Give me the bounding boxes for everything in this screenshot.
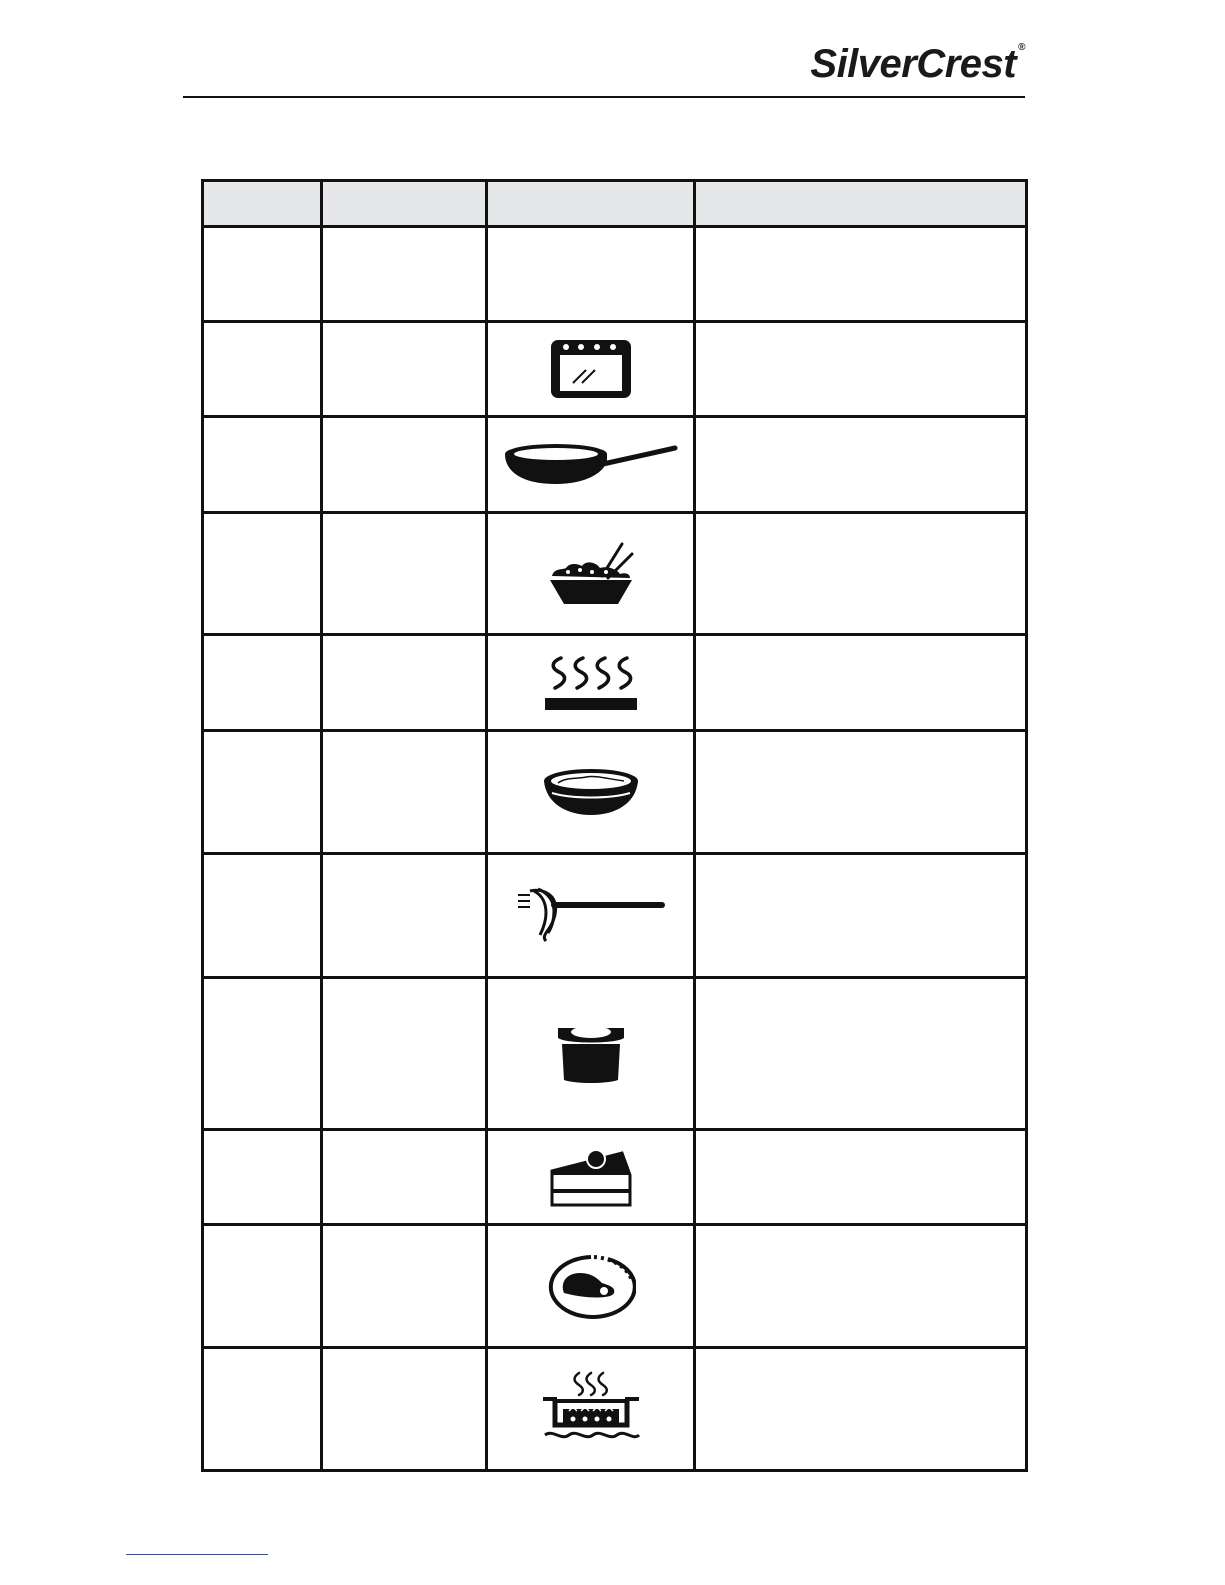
row-description (695, 1130, 1027, 1225)
table-row (203, 1130, 1027, 1225)
row-mode-name (322, 417, 487, 513)
row-mode-name (322, 227, 487, 322)
row-mode-name (322, 635, 487, 731)
pasta-fork-icon (516, 887, 666, 945)
row-mode-name (322, 1130, 487, 1225)
row-mode-name (322, 1225, 487, 1348)
row-mode-name (322, 978, 487, 1130)
row-description (695, 1348, 1027, 1471)
row-number (203, 635, 322, 731)
row-number (203, 978, 322, 1130)
row-icon-cell (487, 635, 695, 731)
row-number (203, 1225, 322, 1348)
row-mode-name (322, 322, 487, 417)
cake-slice-icon (548, 1145, 634, 1209)
table-row (203, 322, 1027, 417)
row-description (695, 322, 1027, 417)
row-number (203, 417, 322, 513)
row-number (203, 731, 322, 854)
row-icon-cell (487, 227, 695, 322)
header-cell (487, 181, 695, 227)
row-mode-name (322, 731, 487, 854)
header-rule (183, 96, 1025, 98)
row-description (695, 417, 1027, 513)
row-description (695, 513, 1027, 635)
steam-pot-icon (539, 1371, 643, 1447)
table-row (203, 854, 1027, 978)
row-description (695, 635, 1027, 731)
table-row (203, 731, 1027, 854)
steam-heat-plate-icon (543, 654, 639, 712)
row-icon-cell (487, 854, 695, 978)
row-number (203, 322, 322, 417)
row-description (695, 731, 1027, 854)
registered-mark: ® (1018, 42, 1025, 53)
table-row (203, 635, 1027, 731)
row-number (203, 1130, 322, 1225)
brand-logo (810, 42, 1025, 87)
table-row (203, 513, 1027, 635)
row-mode-name (322, 1348, 487, 1471)
row-description (695, 1225, 1027, 1348)
yogurt-cup-icon (556, 1022, 626, 1086)
row-mode-name (322, 854, 487, 978)
oven-icon (549, 338, 633, 400)
row-mode-name (322, 513, 487, 635)
row-description (695, 854, 1027, 978)
table-row (203, 417, 1027, 513)
row-number (203, 854, 322, 978)
row-icon-cell (487, 322, 695, 417)
row-icon-cell (487, 978, 695, 1130)
table-row (203, 1225, 1027, 1348)
row-icon-cell (487, 417, 695, 513)
row-number (203, 227, 322, 322)
brand-name: SilverCrest (810, 42, 1017, 86)
header-cell (695, 181, 1027, 227)
frying-pan-icon (503, 442, 679, 488)
row-description (695, 978, 1027, 1130)
porridge-bowl-icon (542, 767, 640, 817)
table-header-row (203, 181, 1027, 227)
footer-link-underline[interactable] (126, 1554, 268, 1555)
header-cell (203, 181, 322, 227)
row-icon-cell (487, 1130, 695, 1225)
row-description (695, 227, 1027, 322)
rice-bowl-chopsticks-icon (546, 542, 636, 606)
table-row (203, 227, 1027, 322)
row-number (203, 513, 322, 635)
row-icon-cell (487, 513, 695, 635)
slow-cook-meat-icon (546, 1253, 636, 1319)
cooking-modes-table (201, 179, 1028, 1472)
table-row (203, 1348, 1027, 1471)
row-number (203, 1348, 322, 1471)
row-icon-cell (487, 731, 695, 854)
table-row (203, 978, 1027, 1130)
row-icon-cell (487, 1225, 695, 1348)
header-cell (322, 181, 487, 227)
row-icon-cell (487, 1348, 695, 1471)
